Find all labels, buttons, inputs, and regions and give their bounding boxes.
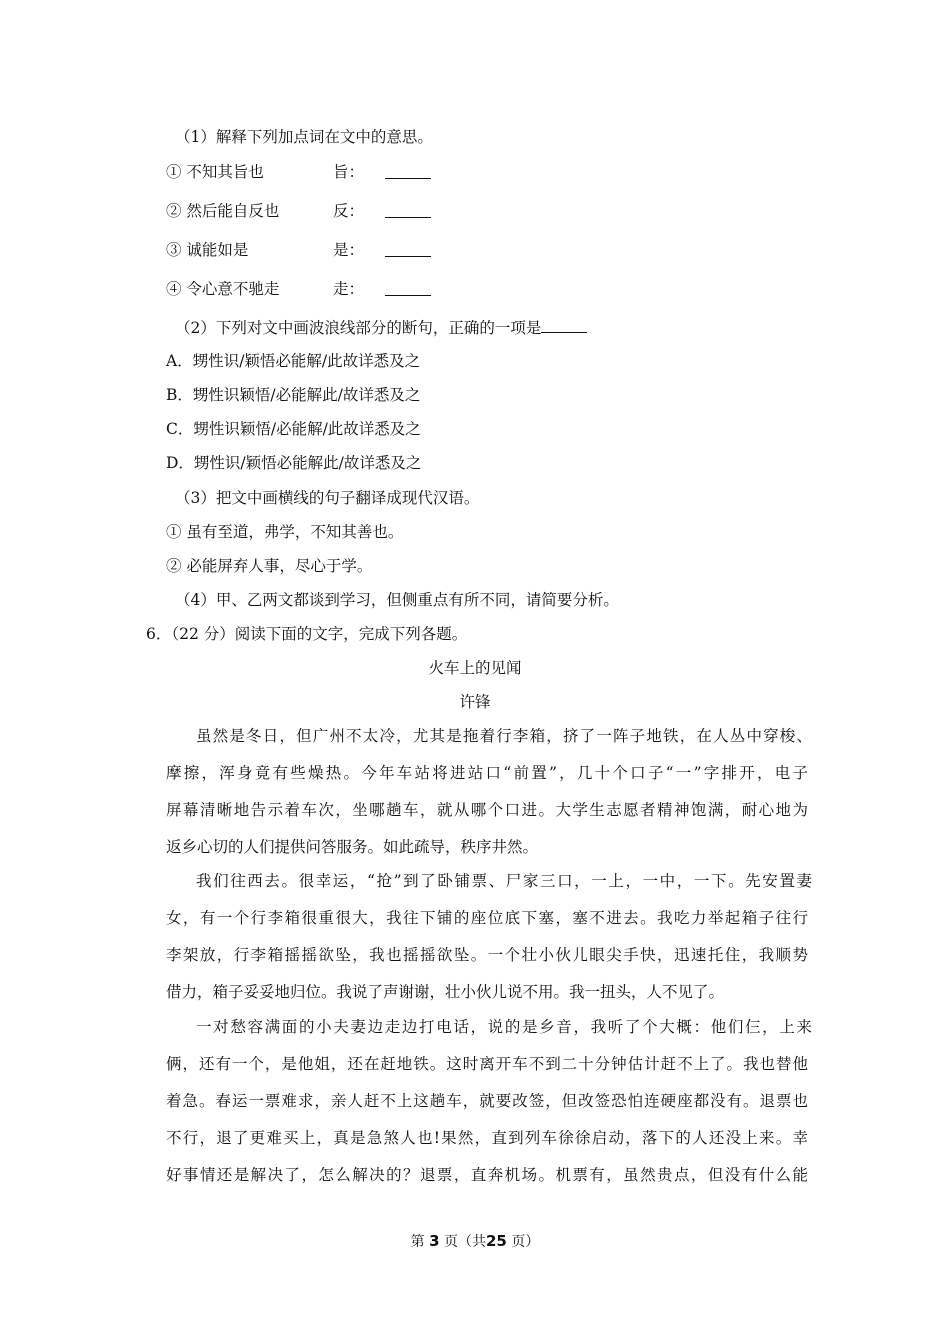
q5-option-a: A．甥性识/颖悟必能解/此故详悉及之 — [166, 352, 421, 370]
footer-prefix: 第 — [410, 1234, 425, 1250]
passage-author: 许锋 — [459, 693, 491, 711]
answer-blank[interactable] — [385, 217, 431, 218]
paragraph-3-line-2: 俩，还有一个，是他姐，还在赶地铁。这时离开车不到二十分钟估计赶不上了。我也替他 — [166, 1055, 808, 1073]
paragraph-3-line-4: 不行，退了更难买上，真是急煞人也!果然，直到列车徐徐启动，落下的人还没上来。幸 — [166, 1129, 808, 1147]
passage-title: 火车上的见闻 — [428, 659, 522, 677]
q5-option-d: D．甥性识/颖悟必能解此/故详悉及之 — [166, 454, 422, 472]
total-page-number: 25 — [486, 1232, 507, 1250]
paragraph-1-line-1: 虽然是冬日，但广州不太冷，尤其是拖着行李箱，挤了一阵子地铁，在人丛中穿梭、 — [196, 727, 812, 745]
q5-part1-char-3: 是： — [333, 241, 365, 259]
q5-part1-char-1: 旨： — [333, 163, 365, 181]
q5-part4-prompt: （4）甲、乙两文都谈到学习，但侧重点有所不同，请简要分析。 — [175, 591, 619, 609]
q5-part2-prompt: （2）下列对文中画波浪线部分的断句，正确的一项是 — [175, 319, 542, 337]
page-footer — [0, 1231, 950, 1252]
q5-part1-item-1: ① 不知其旨也 — [166, 163, 264, 181]
footer-suffix: 页） — [511, 1234, 540, 1250]
paragraph-2-line-1: 我们往西去。很幸运，“抢”到了卧铺票、尸家三口，一上，一中，一下。先安置妻 — [196, 872, 812, 890]
paragraph-3-line-1: 一对愁容满面的小夫妻边走边打电话，说的是乡音，我听了个大概：他们仨，上来 — [196, 1018, 812, 1036]
current-page-number: 3 — [429, 1232, 440, 1250]
paragraph-2-line-4: 借力，箱子妥妥地归位。我说了声谢谢，壮小伙儿说不用。我一扭头，人不见了。 — [166, 983, 725, 1001]
q5-part1-item-2: ② 然后能自反也 — [166, 202, 280, 220]
q5-option-c: C．甥性识颖悟/必能解/此故详悉及之 — [166, 420, 421, 438]
q5-part1-prompt: （1）解释下列加点词在文中的意思。 — [175, 128, 433, 146]
paragraph-1-line-4: 返乡心切的人们提供问答服务。如此疏导，秩序井然。 — [166, 838, 539, 856]
answer-blank[interactable] — [385, 178, 431, 179]
paragraph-3-line-3: 着急。春运一票难求，亲人赶不上这趟车，就要改签，但改签恐怕连硬座都没有。退票也 — [166, 1092, 808, 1110]
answer-blank[interactable] — [385, 256, 431, 257]
paragraph-1-line-2: 摩擦，浑身竟有些燥热。今年车站将进站口“前置”，几十个口子“一”字排开，电子 — [166, 764, 808, 782]
q5-part3-prompt: （3）把文中画横线的句子翻译成现代汉语。 — [175, 489, 480, 507]
q6-header: 6．（22 分）阅读下面的文字，完成下列各题。 — [146, 625, 468, 643]
q5-part2-prompt-row — [175, 317, 587, 338]
q5-part1-char-4: 走： — [333, 280, 365, 298]
paragraph-1-line-3: 屏幕清晰地告示着车次，坐哪趟车，就从哪个口进。大学生志愿者精神饱满，耐心地为 — [166, 801, 808, 819]
q5-part1-item-4: ④ 令心意不驰走 — [166, 280, 280, 298]
paragraph-2-line-2: 女，有一个行李箱很重很大，我往下铺的座位底下塞，塞不进去。我吃力举起箱子往行 — [166, 909, 808, 927]
q5-part1-char-2: 反： — [333, 202, 365, 220]
footer-mid: 页（共 — [444, 1234, 486, 1250]
paragraph-3-line-5: 好事情还是解决了，怎么解决的？退票，直奔机场。机票有，虽然贵点，但没有什么能 — [166, 1166, 808, 1184]
q5-part3-sentence-2: ② 必能屏弃人事，尽心于学。 — [166, 557, 373, 575]
q5-part1-item-3: ③ 诚能如是 — [166, 241, 249, 259]
answer-blank[interactable] — [541, 317, 587, 333]
q5-part3-sentence-1: ① 虽有至道，弗学，不知其善也。 — [166, 523, 404, 541]
paragraph-2-line-3: 李架放，行李箱摇摇欲坠，我也摇摇欲坠。一个壮小伙儿眼尖手快，迅速托住，我顺势 — [166, 946, 808, 964]
answer-blank[interactable] — [385, 295, 431, 296]
q5-option-b: B．甥性识颖悟/必能解此/故详悉及之 — [166, 386, 421, 404]
